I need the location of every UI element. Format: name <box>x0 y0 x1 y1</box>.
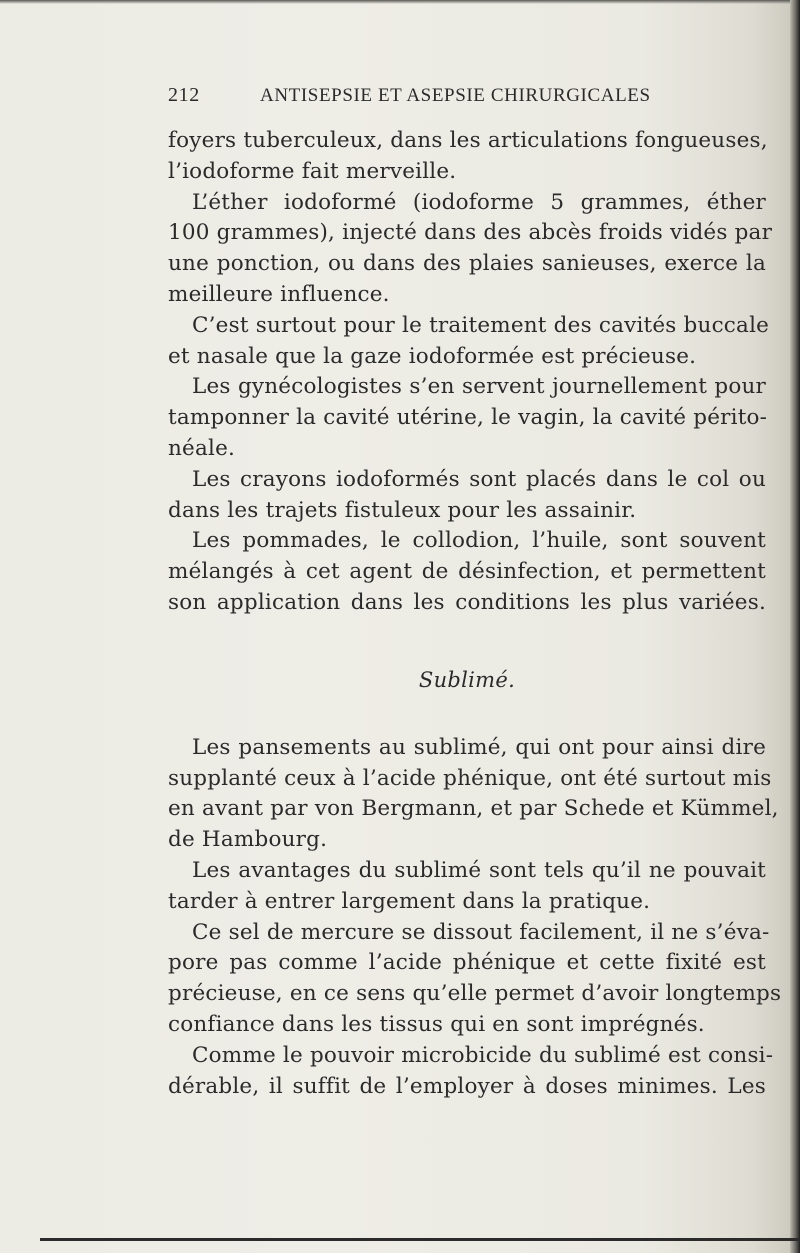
text-line: L’éther iodoformé (iodoforme 5 grammes, éther <box>192 189 766 215</box>
text-line: 100 grammes), injecté dans des abcès froids vidés par <box>168 220 773 246</box>
page-header <box>168 84 728 112</box>
text-line: mélangés à cet agent de désinfection, et permettent <box>168 559 766 585</box>
text-line: pore pas comme l’acide phénique et cette fixité est <box>168 950 766 976</box>
text-line: meilleure influence. <box>168 281 390 307</box>
text-line: tamponner la cavité utérine, le vagin, la cavité périto- <box>168 405 768 431</box>
text-line: précieuse, en ce sens qu’elle permet d’avoir longtemps <box>168 981 782 1007</box>
text-line: dérable, il suffit de l’employer à doses minimes. Les <box>168 1073 766 1099</box>
body-text <box>168 126 782 1102</box>
scan-edge-right <box>790 0 800 1253</box>
text-line: Comme le pouvoir microbicide du sublimé est consi- <box>192 1042 774 1068</box>
text-line: foyers tuberculeux, dans les articulations fongueuses, <box>168 128 768 153</box>
text-line: Les gynécologistes s’en servent journellement pour <box>192 374 766 400</box>
text-line: confiance dans les tissus qui en sont imprégnés. <box>168 1011 705 1037</box>
text-line: l’iodoforme fait merveille. <box>168 158 457 184</box>
text-line: en avant par von Bergmann, et par Schede et Kümmel, <box>168 796 779 822</box>
text-line: Ce sel de mercure se dissout facilement, il ne s’éva- <box>192 919 770 945</box>
text-line: son application dans les conditions les plus variées. <box>168 589 766 615</box>
scan-edge-bottom <box>40 1238 800 1241</box>
text-line: néale. <box>168 435 236 461</box>
scan-edge-top <box>0 0 800 4</box>
text-line: tarder à entrer largement dans la pratique. <box>168 888 651 914</box>
text-line: C’est surtout pour le traitement des cavités buccale <box>192 312 770 338</box>
text-line: Les avantages du sublimé sont tels qu’il ne pouvait <box>192 857 766 883</box>
text-line: Les crayons iodoformés sont placés dans le col ou <box>192 466 766 492</box>
text-line: de Hambourg. <box>168 827 328 853</box>
text-line: Les pommades, le collodion, l’huile, sont souvent <box>192 528 766 554</box>
section-title: Sublimé. <box>418 667 516 692</box>
text-line: et nasale que la gaze iodoformée est précieuse. <box>168 343 697 369</box>
text-line: une ponction, ou dans des plaies sanieuses, exerce la <box>168 251 766 277</box>
page-number: 212 <box>168 84 200 106</box>
text-line: Les pansements au sublimé, qui ont pour ainsi dire <box>192 734 766 760</box>
text-line: dans les trajets fistuleux pour les assainir. <box>168 497 637 523</box>
running-head: ANTISEPSIE ET ASEPSIE CHIRURGICALES <box>260 85 651 106</box>
text-line: supplanté ceux à l’acide phénique, ont été surtout mis <box>168 765 772 791</box>
